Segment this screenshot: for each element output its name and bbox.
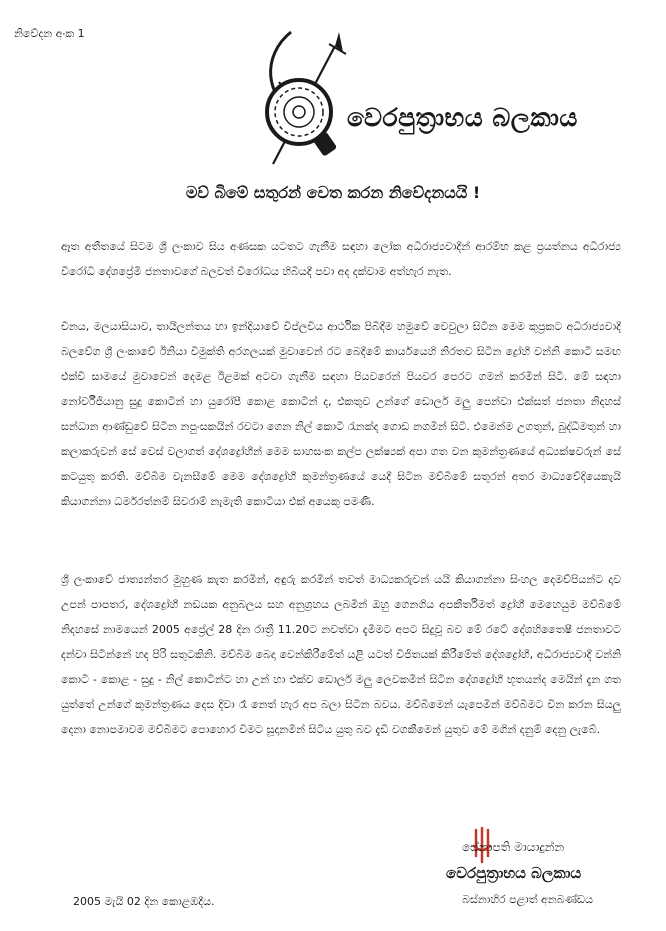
headline: මව් බිමේ සතුරන් වෙත කරන නිවේදනයයි ! — [185, 183, 481, 202]
organization-name: වෙරපුත්‍රාභය බලකාය — [347, 103, 578, 132]
paragraph-2: චීනය, මලයාසියාව, තායිලන්තය හා ඉන්දියාවේ විප්ලවීය ආර්ථික පිබිදීම හමුවේ වෙවුලා සිටින මෙම කුප්‍රකට අධිරාජ්‍යවාදී බලවේග ශ්‍රී ලංකාවේ ඊනියා විමුක්ති අරගලයක් මුවාවෙන් රට බෙදීමේ කාර්යයෙහි නිරතව සිටින ද්‍රෝහී වන්නි කොටි සමඟ එක්වී සාමයේ මුවාවෙන් දෙමළ ඊළමක් අටවා ගැනීම සඳහා පියවරෙන් පියවර පෙරට ගමන් කරමින් සිටී. මේ සඳහා නෝර්වීජියානු සුදු කොටින් හා යුරෝපී කොළ කොටින් ද, එකතුව උන්ගේ ඩොලර් මලු පෙන්වා එක්සත් ජනතා නිදහස් සන්ධාන ආණ්ඩුවේ සිටින නපුංසකයින් රවටා ගෙන නිල් කොටි රැනක්ද ගොඩ නගමින් සිටී. එමෙන්ම උගතුන්, බුද්ධිමතුන් හා කලාකරුවන් සේ වෙස් වලාගත් දේශද්‍රෝහීන් මෙම සාහසංක කල්ප ලක්ෂ්‍යක් අපා ගත වන කුමන්ත්‍රණයේ අධ්‍යක්ෂවරුන් සේ කටයුතු කරති. මව්බිම වැනසීමේ මෙම දේශද්‍රෝහී කුමන්ත්‍රණයේ යෙදී සිටින මව්බිමේ සතුරන් අතර මාධ්‍යවේදියෙකැයි කියාගන්නා ධර්මරත්නම් සිවරාම් නැමැති කොටියා එක් අයෙකු පමණි. — [61, 320, 621, 508]
signatory-name: සේනාපති මායාදුන්න — [462, 840, 565, 854]
paragraph-1: ඈත අතීතයේ සිටම ශ්‍රී ලංකාව සිය අණසක යටතට ගැනීම සඳහා ලෝක අධිරාජ්‍යවාදීන් ආරම්භ කළ ප්‍රයත්නය අධිරාජ්‍ය විරෝධී දේශප්‍රේමී ජනතාවගේ බලවත් විරෝධය හිබියදී පවා අද දක්වාම අත්හැර නැත. — [61, 240, 621, 278]
emblem-logo — [251, 26, 347, 168]
paragraph-3: ශ්‍රී ලංකාවේ ජාත්‍යන්තර මුහුණ කැත කරමින්, අඳුරු කරමින් තවත් මාධ්‍යකරුවන් යයි කියාගන්නා සිංහල දෙමව්පියන්ට දාව උපන් පාපතර, දේශද්‍රෝහී නඩයක අනුබලය සහ අනුග්‍රහය ලබමින් ඔහු ගෙනගිය අපකීර්තිමත් ද්‍රෝහී මෙහෙයුම මව්බිමේ නිදහසේ නාමයෙන් 2005 අප්‍රේල් 28 දින රාත්‍රී 11.20ට නවත්වා දැමීමට අපට සිදුවූ බව මේ රටේ දේශහිතෛෂී ජනතාවට දන්වා සිටින්නේ හද පිරි සතුටකිනි. මව්බිම බෙදා වෙන්කිරීමේත් යළි යටත් විජිතයක් කිරීමේත් දේශද්‍රෝහී, අධිරාජ්‍යවාදී වන්නි කොටි - කොළ - සුදු - නිල් කොටින්ට හා උන් හා එක්ව ඩොලර් මලු ලෙවකමින් සිටින දේශද්‍රෝහී භූතයන්ද මෙයින් දැන ගත යුත්තේ උන්ගේ කුමන්ත්‍රණය දෙස දිවා රෑ නෙත් හැර අප බලා සිටින බවය. මව්බිමෙන් යැපෙමින් මව්බිමට වින කරන සියලු දෙනා නොපමාවම මව්බිමට පොහොර වීමට සූදානමින් සිටිය යුතු බව දැඩි වගකීමෙන් යුතුව මේ මගින් දනුම් දෙනු ලැබේ. — [61, 573, 621, 736]
notice-number: නිවේදන අංක 1 — [14, 27, 85, 40]
signatory-organization: වෙරපුත්‍රාභය බලකාය — [446, 864, 582, 882]
signatory-title: බස්නාහිර පළාත් අනබණ්ඩය — [462, 893, 593, 906]
date-line: 2005 මැයි 02 දින කොළඹදීය. — [73, 895, 215, 908]
